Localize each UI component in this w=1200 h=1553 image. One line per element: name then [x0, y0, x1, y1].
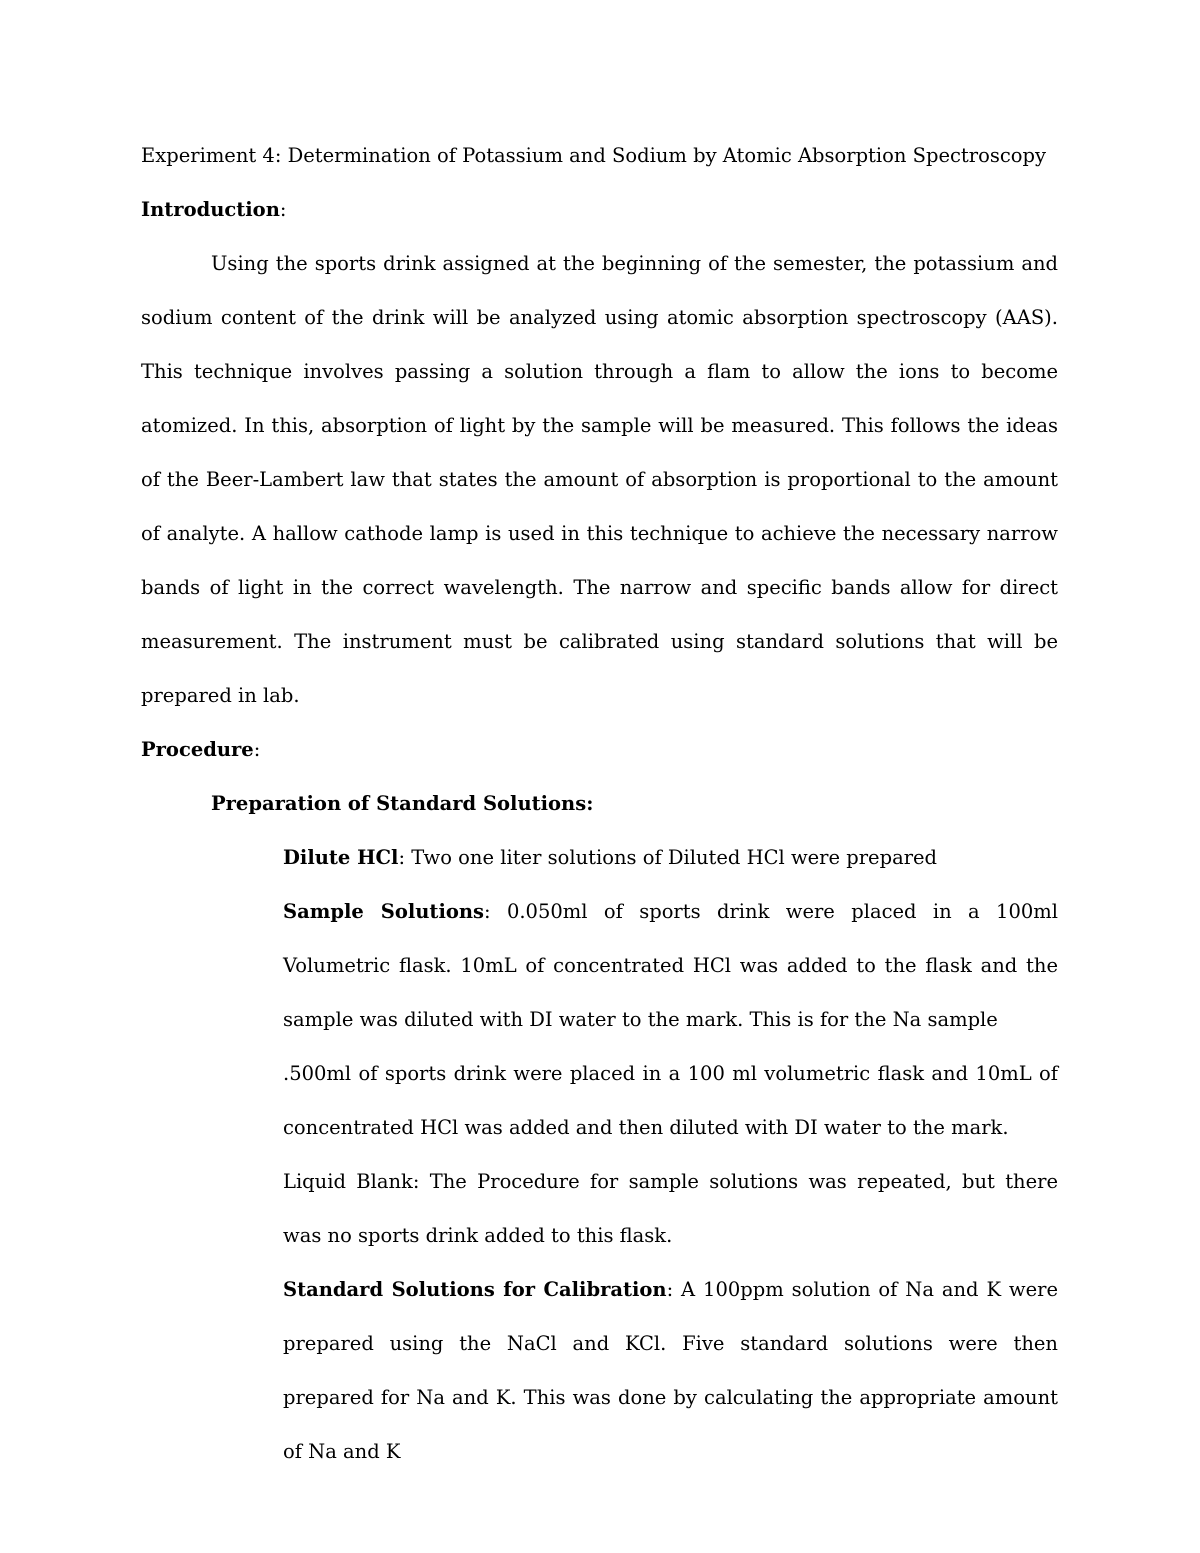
- preparation-subheading: Preparation of Standard Solutions:: [211, 792, 594, 815]
- introduction-paragraph: Using the sports drink assigned at the beginning of the semester, the potassium and sodium content of the drink will be analyzed using atomic absorption spectroscopy (AAS). This technique involves passing a solution through a flam to allow the ions to become atomized. In this, absorption of light by the sample will be measured. This follows the ideas of the Beer-Lambert law that states the amount of absorption is proportional to the amount of analyte. A hallow cathode lamp is used in this technique to achieve the necessary narrow bands of light in the correct wavelength. The narrow and specific bands allow for direct measurement. The instrument must be calibrated using standard solutions that will be prepared in lab.: [141, 252, 1058, 707]
- sample-solutions-k-item: .500ml of sports drink were placed in a 100 ml volumetric flask and 10mL of concentrated HCl was added and then diluted with DI water to the mark.: [283, 1062, 1058, 1139]
- document-title: Experiment 4: Determination of Potassium and Sodium by Atomic Absorption Spectroscopy: [141, 144, 1046, 167]
- procedure-items: [283, 831, 1058, 1479]
- sample-solutions-label: Sample Solutions: [283, 900, 485, 923]
- introduction-heading: [141, 192, 1058, 228]
- sample-solutions-item: [283, 885, 1058, 1047]
- introduction-heading-colon: :: [279, 198, 287, 221]
- standard-solutions-text: : A 100ppm solution of Na and K were prepared using the NaCl and KCl. Five standard solutions were then prepared for Na and K. This was done by calculating the appropriate amount of Na and K: [283, 1278, 1058, 1463]
- procedure-heading-colon: :: [253, 738, 261, 761]
- liquid-blank-item: Liquid Blank: The Procedure for sample solutions was repeated, but there was no sports drink added to this flask.: [283, 1170, 1058, 1247]
- procedure-heading: [141, 723, 1058, 777]
- sample-solutions-text: : 0.050ml of sports drink were placed in a 100ml Volumetric flask. 10mL of concentrated HCl was added to the flask and the sample was diluted with DI water to the mark. This is for the Na sample: [283, 900, 1058, 1031]
- standard-solutions-label: Standard Solutions for Calibration: [283, 1278, 667, 1301]
- procedure-heading-label: Procedure: [141, 738, 254, 761]
- introduction-heading-label: Introduction: [141, 198, 280, 221]
- dilute-hcl-text: : Two one liter solutions of Diluted HCl were prepared: [398, 846, 938, 869]
- document-body: [141, 138, 1058, 1488]
- dilute-hcl-label: Dilute HCl: [283, 846, 399, 869]
- dilute-hcl-item: [283, 831, 1058, 885]
- standard-solutions-item: [283, 1263, 1058, 1479]
